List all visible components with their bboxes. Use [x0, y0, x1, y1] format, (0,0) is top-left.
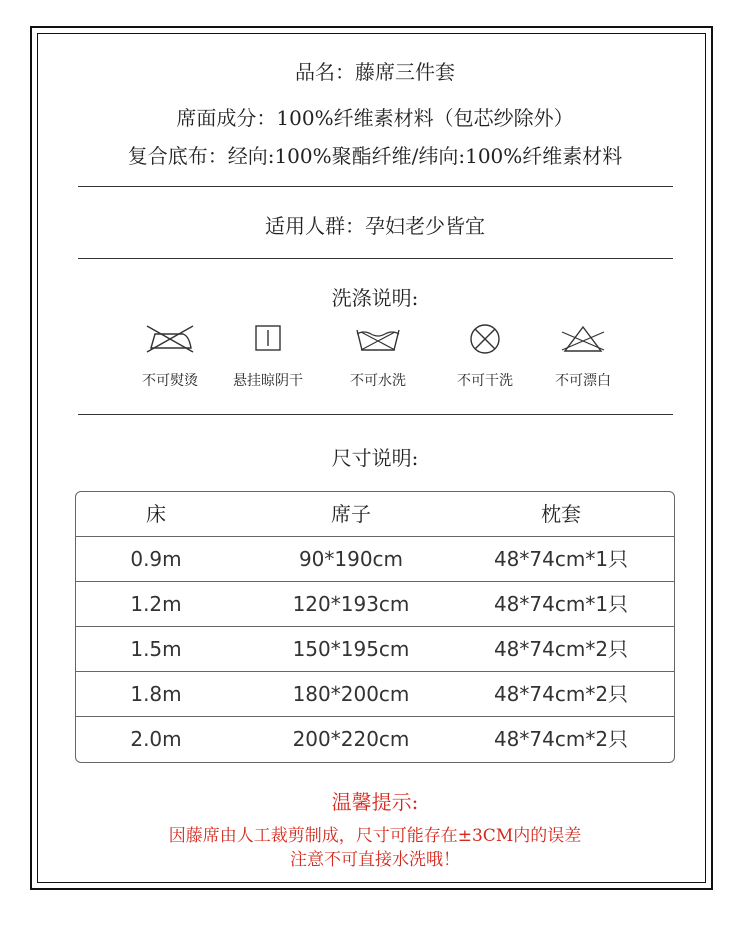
table-header-row — [76, 492, 674, 537]
table-row — [76, 627, 674, 672]
product-name: 品名：藤席三件套 — [295, 60, 455, 84]
table-row — [76, 537, 674, 582]
bed-size: 1.5m — [130, 637, 182, 661]
mat-size: 90*190cm — [298, 547, 404, 571]
size-table — [75, 491, 675, 763]
table-row — [76, 717, 674, 762]
divider — [78, 186, 673, 187]
bed-size: 1.8m — [130, 682, 182, 706]
care-item — [435, 322, 535, 390]
suitable-audience: 适用人群：孕妇老少皆宜 — [265, 214, 485, 238]
bed-size: 2.0m — [130, 727, 182, 751]
care-label: 不可干洗 — [457, 373, 513, 389]
pillowcase-size: 48*74cm*1只 — [493, 592, 629, 616]
no-bleach-icon — [556, 322, 610, 356]
mat-size: 120*193cm — [292, 592, 410, 616]
pillowcase-size: 48*74cm*2只 — [493, 637, 629, 661]
pillowcase-size: 48*74cm*2只 — [493, 727, 629, 751]
care-label: 悬挂晾阴干 — [233, 373, 303, 389]
no-wash-icon — [351, 322, 405, 356]
care-label: 不可漂白 — [555, 373, 611, 389]
care-icons-row — [120, 322, 640, 402]
no-dry-clean-icon — [458, 322, 512, 356]
base-fabric-composition: 复合底布：经向:100%聚酯纤维/纬向:100%纤维素材料 — [127, 144, 623, 168]
bed-size: 1.2m — [130, 592, 182, 616]
warm-tip-line-1: 因藤席由人工裁剪制成，尺寸可能存在±3CM内的误差 — [168, 826, 582, 846]
header-mat: 席子 — [331, 502, 371, 526]
washing-instructions-title: 洗涤说明: — [331, 286, 419, 310]
divider — [78, 258, 673, 259]
pillowcase-size: 48*74cm*1只 — [493, 547, 629, 571]
warm-tip-title: 温馨提示: — [331, 790, 419, 814]
divider — [78, 414, 673, 415]
mat-size: 200*220cm — [292, 727, 410, 751]
size-instructions-title: 尺寸说明: — [331, 446, 419, 470]
no-iron-icon — [143, 322, 197, 356]
bed-size: 0.9m — [130, 547, 182, 571]
header-pillowcase: 枕套 — [541, 502, 581, 526]
pillowcase-size: 48*74cm*2只 — [493, 682, 629, 706]
mat-size: 180*200cm — [292, 682, 410, 706]
mat-size: 150*195cm — [292, 637, 410, 661]
header-bed: 床 — [146, 502, 166, 526]
warm-tip-line-2: 注意不可直接水洗哦！ — [290, 850, 460, 870]
care-item — [328, 322, 428, 390]
care-label: 不可熨烫 — [142, 373, 198, 389]
hang-dry-shade-icon — [241, 322, 295, 356]
care-label: 不可水洗 — [350, 373, 406, 389]
table-row — [76, 672, 674, 717]
care-item — [533, 322, 633, 390]
table-row — [76, 582, 674, 627]
care-item — [120, 322, 220, 390]
material-composition: 席面成分：100%纤维素材料（包芯纱除外） — [176, 106, 574, 130]
care-item — [218, 322, 318, 390]
